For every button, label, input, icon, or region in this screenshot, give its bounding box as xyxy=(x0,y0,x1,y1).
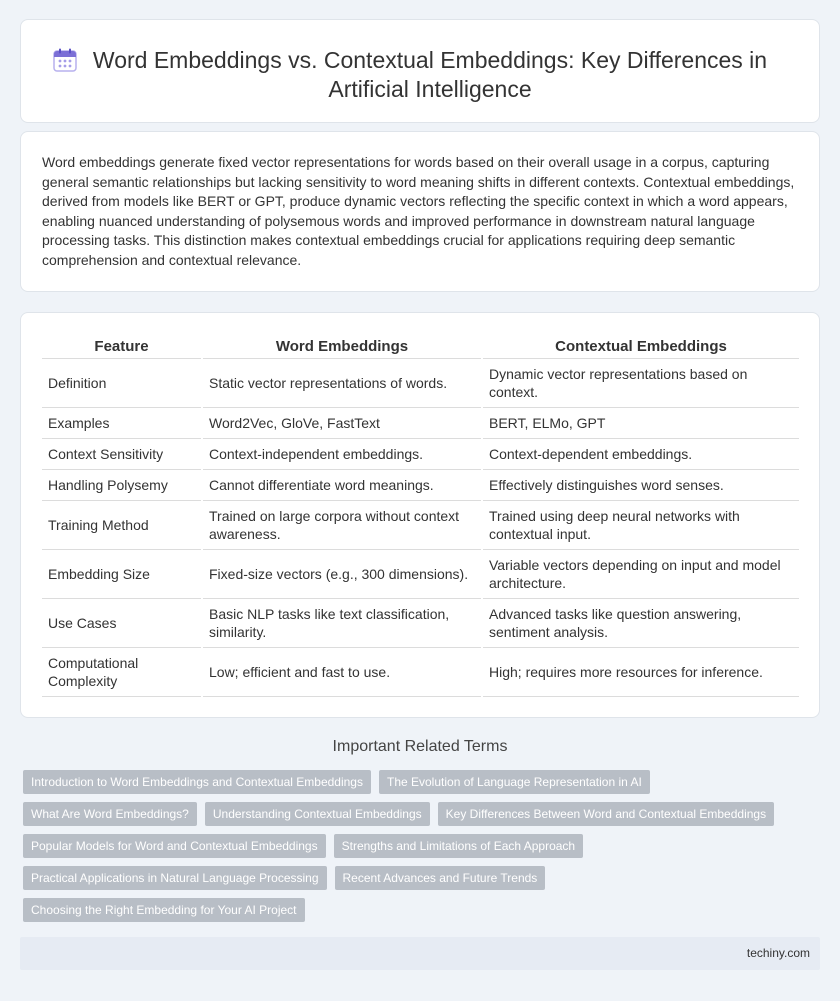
feature-cell: Handling Polysemy xyxy=(42,469,202,500)
related-term-tag[interactable]: Popular Models for Word and Contextual Embeddings xyxy=(23,834,326,858)
feature-cell: Use Cases xyxy=(42,598,202,647)
word-embeddings-cell: Trained on large corpora without context awareness. xyxy=(202,500,482,549)
feature-cell: Context Sensitivity xyxy=(42,438,202,469)
related-terms-list xyxy=(23,770,823,930)
contextual-embeddings-cell: Effectively distinguishes word senses. xyxy=(482,469,799,500)
related-term-tag[interactable]: Understanding Contextual Embeddings xyxy=(205,802,430,826)
feature-cell: Computational Complexity xyxy=(42,647,202,696)
related-term-tag[interactable]: Introduction to Word Embeddings and Contextual Embeddings xyxy=(23,770,371,794)
footer xyxy=(20,937,820,970)
word-embeddings-cell: Fixed-size vectors (e.g., 300 dimensions). xyxy=(202,549,482,598)
header-card xyxy=(20,19,820,123)
feature-cell: Training Method xyxy=(42,500,202,549)
column-header: Word Embeddings xyxy=(202,334,482,358)
contextual-embeddings-cell: Context-dependent embeddings. xyxy=(482,438,799,469)
contextual-embeddings-cell: Dynamic vector representations based on context. xyxy=(482,358,799,407)
related-term-tag[interactable]: Practical Applications in Natural Language Processing xyxy=(23,866,327,890)
footer-site-link[interactable]: techiny.com xyxy=(746,946,810,960)
related-term-tag[interactable]: Recent Advances and Future Trends xyxy=(335,866,546,890)
related-terms-heading: Important Related Terms xyxy=(332,738,508,755)
related-term-tag[interactable]: Key Differences Between Word and Contextual Embeddings xyxy=(438,802,774,826)
related-term-tag[interactable]: Strengths and Limitations of Each Approach xyxy=(334,834,583,858)
intro-paragraph: Word embeddings generate fixed vector representations for words based on their overall usage in a corpus, capturing general semantic relationships but lacking sensitivity to word meaning shifts in different contexts. Contextual embeddings, derived from models like BERT or GPT, produce dynamic vectors reflecting the specific context in which a word appears, enabling nuanced understanding of polysemous words and improved performance in downstream natural language processing tasks. This distinction makes contextual embeddings crucial for applications requiring deep semantic comprehension and contextual relevance. xyxy=(42,154,795,268)
related-term-tag[interactable]: What Are Word Embeddings? xyxy=(23,802,197,826)
column-header: Contextual Embeddings xyxy=(482,334,799,358)
contextual-embeddings-cell: BERT, ELMo, GPT xyxy=(482,407,799,438)
comparison-table xyxy=(42,334,799,697)
table-header-row xyxy=(42,334,799,358)
column-header: Feature xyxy=(42,334,202,358)
comparison-table-card xyxy=(20,312,820,718)
table-row xyxy=(42,647,799,696)
related-term-tag[interactable]: The Evolution of Language Representation in AI xyxy=(379,770,650,794)
word-embeddings-cell: Low; efficient and fast to use. xyxy=(202,647,482,696)
table-row xyxy=(42,549,799,598)
word-embeddings-cell: Static vector representations of words. xyxy=(202,358,482,407)
intro-card xyxy=(20,131,820,292)
contextual-embeddings-cell: Variable vectors depending on input and model architecture. xyxy=(482,549,799,598)
word-embeddings-cell: Word2Vec, GloVe, FastText xyxy=(202,407,482,438)
feature-cell: Embedding Size xyxy=(42,549,202,598)
page-title: Word Embeddings vs. Contextual Embeddings: Key Differences in Artificial Intelligence xyxy=(92,47,768,102)
related-term-tag[interactable]: Choosing the Right Embedding for Your AI Project xyxy=(23,898,305,922)
table-row xyxy=(42,500,799,549)
contextual-embeddings-cell: Trained using deep neural networks with contextual input. xyxy=(482,500,799,549)
feature-cell: Examples xyxy=(42,407,202,438)
word-embeddings-cell: Cannot differentiate word meanings. xyxy=(202,469,482,500)
word-embeddings-cell: Context-independent embeddings. xyxy=(202,438,482,469)
word-embeddings-cell: Basic NLP tasks like text classification, similarity. xyxy=(202,598,482,647)
table-row xyxy=(42,358,799,407)
contextual-embeddings-cell: High; requires more resources for inference. xyxy=(482,647,799,696)
table-row xyxy=(42,438,799,469)
table-row xyxy=(42,407,799,438)
table-row xyxy=(42,469,799,500)
contextual-embeddings-cell: Advanced tasks like question answering, sentiment analysis. xyxy=(482,598,799,647)
table-row xyxy=(42,598,799,647)
feature-cell: Definition xyxy=(42,358,202,407)
